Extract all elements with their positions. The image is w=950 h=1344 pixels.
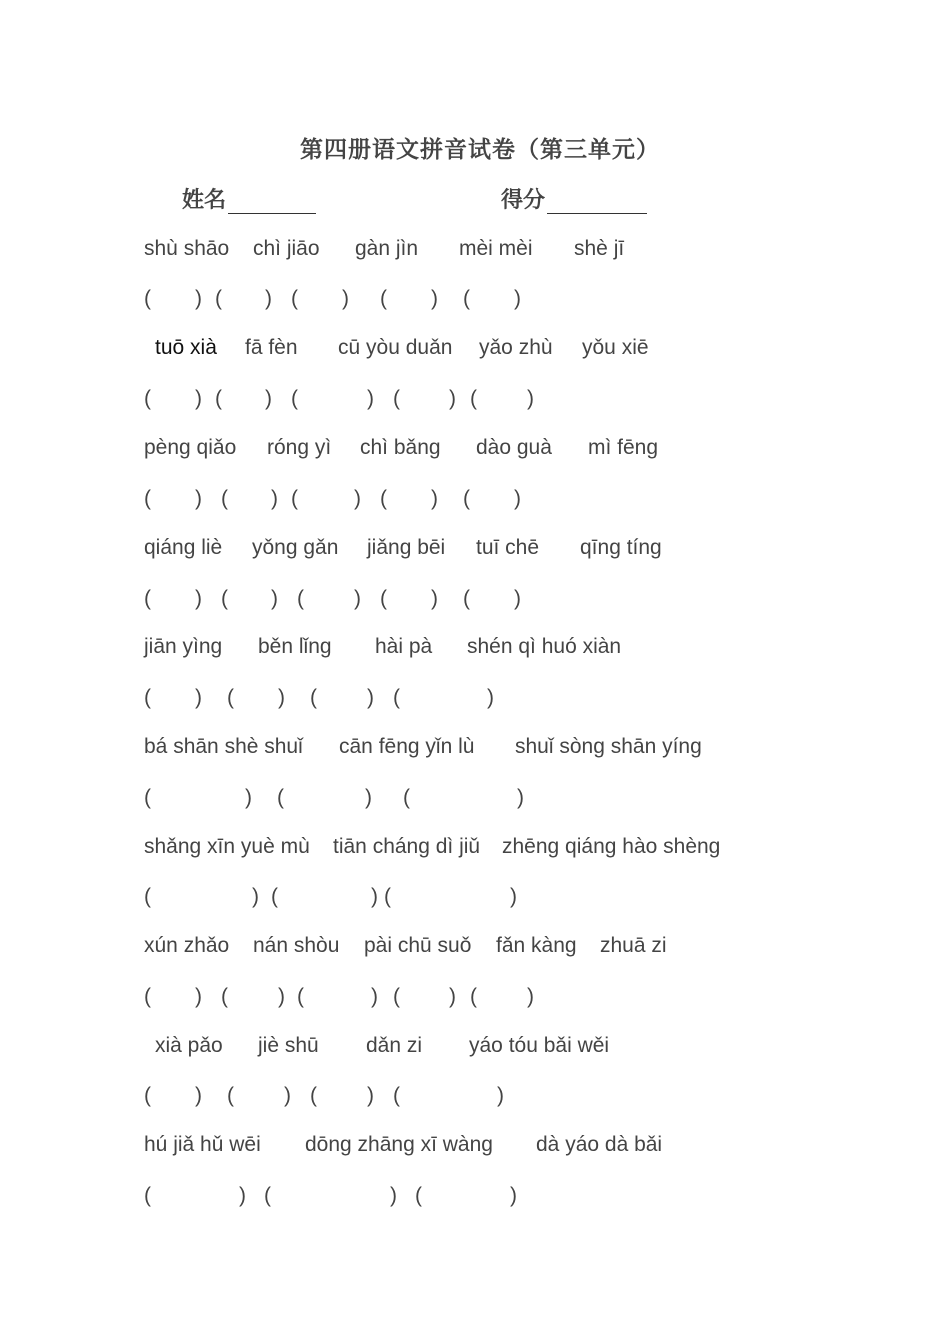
bracket-close: ) bbox=[367, 686, 374, 709]
bracket-close: ) bbox=[527, 985, 534, 1008]
bracket-close: ) bbox=[390, 1184, 397, 1207]
bracket-close: ) bbox=[449, 387, 456, 410]
bracket-close: ) bbox=[271, 487, 278, 510]
bracket-close: ) bbox=[510, 885, 517, 908]
answer-row-6 bbox=[0, 783, 950, 813]
pinyin-word: dǎn zi bbox=[366, 1034, 423, 1057]
bracket-open: ( bbox=[215, 387, 222, 410]
name-field bbox=[182, 183, 316, 214]
pinyin-word: hú jiǎ hǔ wēi bbox=[144, 1133, 261, 1156]
bracket-open: ( bbox=[310, 1084, 317, 1107]
pinyin-row-6 bbox=[0, 732, 950, 762]
pinyin-word: nán shòu bbox=[253, 934, 340, 957]
bracket-open: ( bbox=[393, 686, 400, 709]
pinyin-word: shén qì huó xiàn bbox=[467, 635, 622, 658]
bracket-close: ) bbox=[487, 686, 494, 709]
bracket-close: ) bbox=[371, 985, 378, 1008]
pinyin-word: yǒng gǎn bbox=[252, 536, 339, 559]
score-blank[interactable] bbox=[547, 189, 647, 214]
answer-row-8 bbox=[0, 982, 950, 1012]
pinyin-word: yǒu xiē bbox=[582, 336, 649, 359]
bracket-close: ) bbox=[342, 287, 349, 310]
pinyin-word: dà yáo dà bǎi bbox=[536, 1133, 663, 1156]
bracket-close: ) bbox=[195, 387, 202, 410]
bracket-open: ( bbox=[227, 1084, 234, 1107]
bracket-open: ( bbox=[415, 1184, 422, 1207]
pinyin-word: bá shān shè shuǐ bbox=[144, 735, 303, 758]
bracket-close: ) bbox=[195, 287, 202, 310]
pinyin-word: xún zhǎo bbox=[144, 934, 230, 957]
answer-row-10 bbox=[0, 1181, 950, 1211]
score-field bbox=[501, 183, 647, 214]
bracket-close: ) bbox=[514, 487, 521, 510]
bracket-close: ) bbox=[239, 1184, 246, 1207]
bracket-open: ( bbox=[291, 387, 298, 410]
pinyin-word: zhēng qiáng hào shèng bbox=[502, 835, 721, 858]
pinyin-word: zhuā zi bbox=[600, 934, 667, 957]
bracket-open: ( bbox=[144, 786, 151, 809]
bracket-close: ) bbox=[195, 686, 202, 709]
bracket-open: ( bbox=[221, 985, 228, 1008]
bracket-close: ) bbox=[265, 387, 272, 410]
bracket-open: ( bbox=[384, 885, 391, 908]
pinyin-word: fā fèn bbox=[245, 336, 298, 359]
bracket-open: ( bbox=[463, 487, 470, 510]
pinyin-word: pèng qiǎo bbox=[144, 436, 237, 459]
pinyin-word: tuō xià bbox=[155, 336, 217, 359]
bracket-close: ) bbox=[245, 786, 252, 809]
bracket-close: ) bbox=[527, 387, 534, 410]
bracket-open: ( bbox=[277, 786, 284, 809]
bracket-open: ( bbox=[144, 1084, 151, 1107]
answer-row-4 bbox=[0, 584, 950, 614]
bracket-close: ) bbox=[365, 786, 372, 809]
pinyin-word: hài pà bbox=[375, 635, 433, 658]
score-label: 得分 bbox=[501, 187, 546, 213]
bracket-close: ) bbox=[431, 587, 438, 610]
bracket-close: ) bbox=[431, 487, 438, 510]
bracket-close: ) bbox=[354, 487, 361, 510]
pinyin-word: dōng zhāng xī wàng bbox=[305, 1133, 493, 1156]
bracket-open: ( bbox=[144, 487, 151, 510]
bracket-open: ( bbox=[403, 786, 410, 809]
pinyin-word: běn lǐng bbox=[258, 635, 332, 658]
pinyin-word: jiǎng bēi bbox=[367, 536, 446, 559]
bracket-open: ( bbox=[380, 587, 387, 610]
bracket-open: ( bbox=[380, 287, 387, 310]
pinyin-row-8 bbox=[0, 931, 950, 961]
bracket-open: ( bbox=[393, 1084, 400, 1107]
pinyin-row-10 bbox=[0, 1130, 950, 1160]
pinyin-word: mì fēng bbox=[588, 436, 659, 459]
pinyin-row-4 bbox=[0, 533, 950, 563]
pinyin-word: cū yòu duǎn bbox=[338, 336, 453, 359]
bracket-close: ) bbox=[195, 587, 202, 610]
bracket-open: ( bbox=[221, 487, 228, 510]
answer-row-1 bbox=[0, 284, 950, 314]
bracket-open: ( bbox=[297, 587, 304, 610]
worksheet-title: 第四册语文拼音试卷（第三单元） bbox=[300, 136, 660, 163]
bracket-open: ( bbox=[470, 387, 477, 410]
answer-row-7 bbox=[0, 882, 950, 912]
bracket-close: ) bbox=[367, 387, 374, 410]
pinyin-row-2 bbox=[0, 333, 950, 363]
bracket-close: ) bbox=[497, 1084, 504, 1107]
bracket-open: ( bbox=[310, 686, 317, 709]
bracket-open: ( bbox=[393, 387, 400, 410]
pinyin-row-5 bbox=[0, 632, 950, 662]
name-blank[interactable] bbox=[228, 189, 316, 214]
pinyin-word: qiáng liè bbox=[144, 536, 223, 559]
bracket-close: ) bbox=[371, 885, 378, 908]
bracket-open: ( bbox=[463, 287, 470, 310]
pinyin-word: mèi mèi bbox=[459, 237, 533, 260]
bracket-close: ) bbox=[271, 587, 278, 610]
bracket-close: ) bbox=[284, 1084, 291, 1107]
pinyin-word: shǎng xīn yuè mù bbox=[144, 835, 310, 858]
bracket-open: ( bbox=[291, 287, 298, 310]
bracket-close: ) bbox=[278, 686, 285, 709]
pinyin-word: pài chū suǒ bbox=[364, 934, 472, 957]
bracket-close: ) bbox=[431, 287, 438, 310]
bracket-open: ( bbox=[144, 885, 151, 908]
bracket-open: ( bbox=[463, 587, 470, 610]
bracket-open: ( bbox=[144, 686, 151, 709]
bracket-close: ) bbox=[517, 786, 524, 809]
bracket-open: ( bbox=[291, 487, 298, 510]
pinyin-row-1 bbox=[0, 234, 950, 264]
pinyin-word: chì jiāo bbox=[253, 237, 320, 260]
pinyin-word: jiān yìng bbox=[144, 635, 223, 658]
bracket-open: ( bbox=[221, 587, 228, 610]
pinyin-word: xià pǎo bbox=[155, 1034, 223, 1057]
pinyin-word: cān fēng yǐn lù bbox=[339, 735, 475, 758]
pinyin-word: jiè shū bbox=[258, 1034, 319, 1057]
pinyin-word: shè jī bbox=[574, 237, 625, 260]
bracket-close: ) bbox=[514, 287, 521, 310]
bracket-close: ) bbox=[195, 1084, 202, 1107]
bracket-open: ( bbox=[144, 287, 151, 310]
pinyin-word: yǎo zhù bbox=[479, 336, 553, 359]
pinyin-row-3 bbox=[0, 433, 950, 463]
bracket-open: ( bbox=[144, 1184, 151, 1207]
bracket-open: ( bbox=[144, 587, 151, 610]
bracket-open: ( bbox=[393, 985, 400, 1008]
bracket-close: ) bbox=[514, 587, 521, 610]
pinyin-row-9 bbox=[0, 1031, 950, 1061]
bracket-close: ) bbox=[449, 985, 456, 1008]
answer-row-3 bbox=[0, 484, 950, 514]
pinyin-word: róng yì bbox=[267, 436, 332, 459]
pinyin-word: fǎn kàng bbox=[496, 934, 577, 957]
bracket-close: ) bbox=[265, 287, 272, 310]
bracket-open: ( bbox=[470, 985, 477, 1008]
bracket-close: ) bbox=[354, 587, 361, 610]
pinyin-word: dào guà bbox=[476, 436, 552, 459]
bracket-open: ( bbox=[215, 287, 222, 310]
pinyin-word: tuī chē bbox=[476, 536, 540, 559]
pinyin-word: qīng tíng bbox=[580, 536, 662, 559]
bracket-open: ( bbox=[144, 985, 151, 1008]
bracket-open: ( bbox=[297, 985, 304, 1008]
pinyin-word: shù shāo bbox=[144, 237, 230, 260]
bracket-open: ( bbox=[144, 387, 151, 410]
bracket-close: ) bbox=[278, 985, 285, 1008]
pinyin-word: yáo tóu bǎi wěi bbox=[469, 1034, 610, 1057]
answer-row-2 bbox=[0, 384, 950, 414]
bracket-open: ( bbox=[227, 686, 234, 709]
bracket-open: ( bbox=[264, 1184, 271, 1207]
pinyin-word: tiān cháng dì jiǔ bbox=[333, 835, 481, 858]
pinyin-row-7 bbox=[0, 832, 950, 862]
bracket-close: ) bbox=[367, 1084, 374, 1107]
answer-row-5 bbox=[0, 683, 950, 713]
answer-row-9 bbox=[0, 1081, 950, 1111]
bracket-close: ) bbox=[510, 1184, 517, 1207]
name-label: 姓名 bbox=[182, 187, 227, 213]
pinyin-word: gàn jìn bbox=[355, 237, 419, 260]
bracket-close: ) bbox=[195, 487, 202, 510]
bracket-close: ) bbox=[195, 985, 202, 1008]
pinyin-word: shuǐ sòng shān yíng bbox=[515, 735, 702, 758]
bracket-open: ( bbox=[271, 885, 278, 908]
pinyin-word: chì bǎng bbox=[360, 436, 441, 459]
bracket-open: ( bbox=[380, 487, 387, 510]
bracket-close: ) bbox=[252, 885, 259, 908]
